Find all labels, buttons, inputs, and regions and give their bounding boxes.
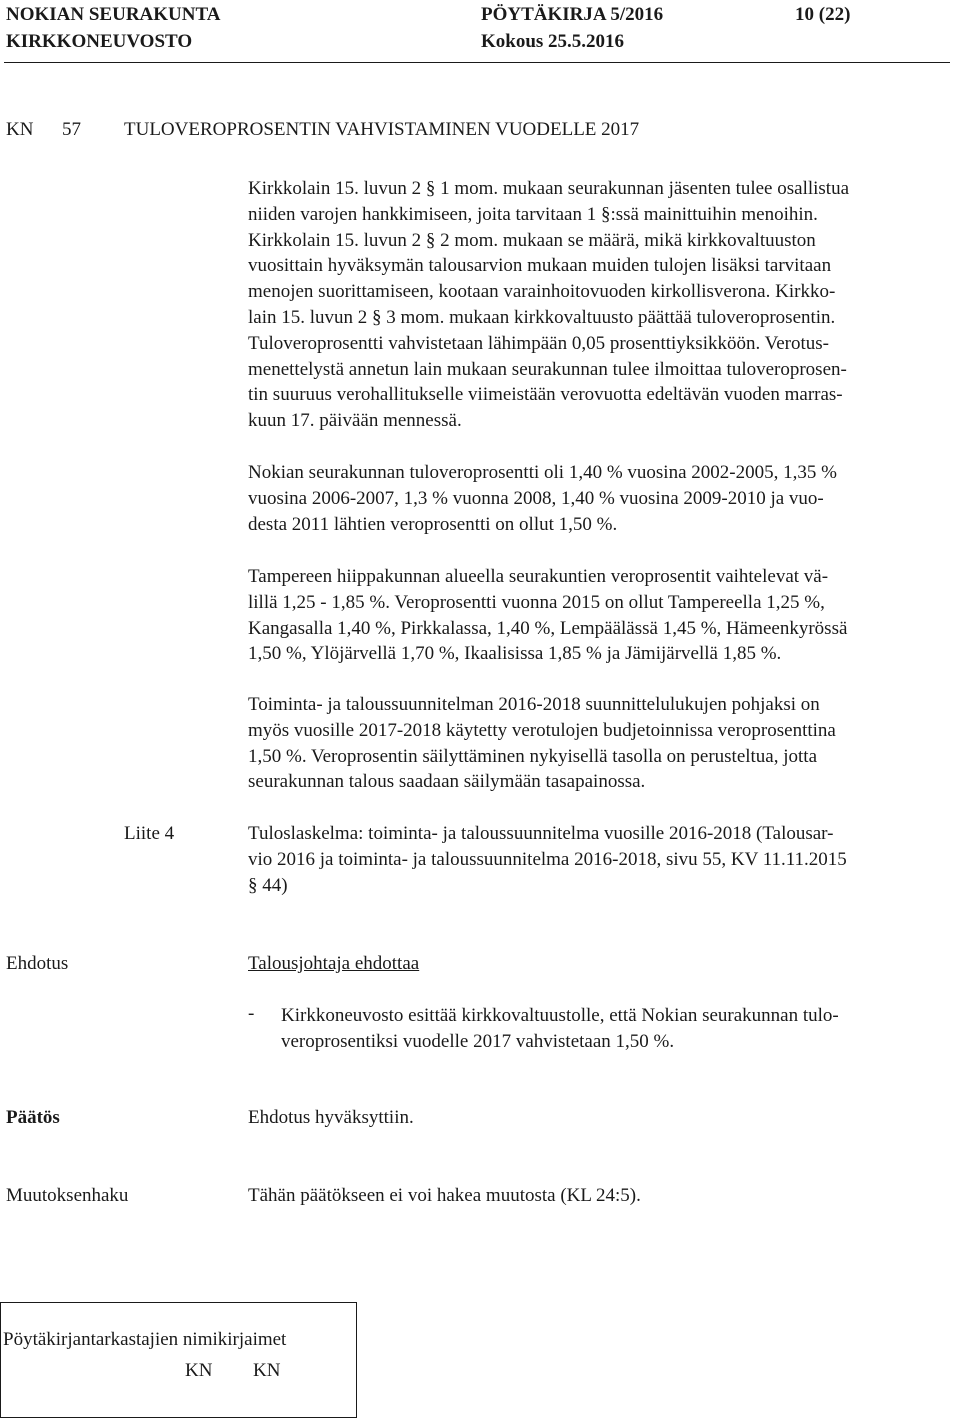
paragraph-legal-basis	[248, 176, 960, 434]
paragraph-line: desta 2011 lähtien veroprosentti on ollut 1,50 %.	[248, 513, 618, 535]
paragraph-line: lillä 1,25 - 1,85 %. Veroprosentti vuonna 2015 on ollut Tampereella 1,25 %,	[248, 591, 825, 613]
signature-initials: KN	[253, 1360, 281, 1381]
proposal-label: Ehdotus	[6, 953, 69, 974]
appeal-label: Muutoksenhaku	[6, 1185, 129, 1206]
signature-initials: KN	[185, 1360, 213, 1381]
attachment-description	[248, 821, 960, 898]
paragraph-line: Kirkkolain 15. luvun 2 § 1 mom. mukaan seurakunnan jäsenten tulee osallistua	[248, 178, 850, 199]
paragraph-line: Kangasalla 1,40 %, Pirkkalassa, 1,40 %, Lempäälässä 1,45 %, Hämeenkyrössä	[248, 617, 848, 639]
header-body-name: KIRKKONEUVOSTO	[6, 31, 193, 52]
signature-box	[0, 1302, 357, 1418]
section-title: TULOVEROPROSENTIN VAHVISTAMINEN VUODELLE 2017	[124, 119, 640, 140]
paragraph-line: 1,50 %. Veroprosentin säilyttäminen nykyisellä tasolla on perusteltua, jotta	[248, 745, 818, 767]
paragraph-line: Tuloveroprosentti vahvistetaan lähimpään 0,05 prosenttiyksikköön. Verotus-	[248, 332, 830, 354]
paragraph-line: vuosittain hyväksymän talousarvion mukaan muiden tulojen lisäksi tarvitaan	[248, 255, 832, 277]
paragraph-line: tin suuruus verohallitukselle viimeistään verovuotta edeltävän vuoden marras-	[248, 384, 843, 406]
paragraph-line: Kirkkoneuvosto esittää kirkkovaltuustolle, että Nokian seurakunnan tulo-	[281, 1005, 839, 1026]
paragraph-diocese-comparison	[248, 564, 960, 667]
attachment-label: Liite 4	[124, 823, 175, 844]
header-meeting-date: Kokous 25.5.2016	[481, 31, 625, 52]
paragraph-line: lain 15. luvun 2 § 3 mom. mukaan kirkkovaltuusto päättää tuloveroprosentin.	[248, 306, 836, 328]
header-page-number: 10 (22)	[795, 4, 851, 25]
paragraph-line: § 44)	[248, 874, 288, 896]
decision-text: Ehdotus hyväksyttiin.	[248, 1107, 414, 1128]
header-doc-type: PÖYTÄKIRJA 5/2016	[481, 4, 664, 25]
paragraph-line: menettelystä annetun lain mukaan seurakunnan tulee ilmoittaa tuloveroprosen-	[248, 358, 847, 380]
paragraph-budget-plan	[248, 692, 960, 795]
signature-box-title: Pöytäkirjantarkastajien nimikirjaimet	[3, 1329, 287, 1350]
paragraph-line: vuosina 2006-2007, 1,3 % vuonna 2008, 1,40 % vuosina 2009-2010 ja vuo-	[248, 487, 824, 509]
proposal-heading: Talousjohtaja ehdottaa	[248, 953, 420, 974]
appeal-text: Tähän päätökseen ei voi hakea muutosta (KL 24:5).	[248, 1185, 641, 1206]
paragraph-line: Kirkkolain 15. luvun 2 § 2 mom. mukaan se määrä, mikä kirkkovaltuuston	[248, 229, 816, 251]
paragraph-line: Nokian seurakunnan tuloveroprosentti oli 1,40 % vuosina 2002-2005, 1,35 %	[248, 462, 837, 483]
paragraph-line: myös vuosille 2017-2018 käytetty verotulojen budjetoinnissa veroprosenttina	[248, 719, 836, 741]
paragraph-line: seurakunnan talous saadaan säilymään tasapainossa.	[248, 771, 646, 793]
header-divider	[4, 62, 950, 63]
section-code: KN	[6, 119, 34, 140]
paragraph-line: vio 2016 ja toiminta- ja taloussuunnitelma 2016-2018, sivu 55, KV 11.11.2015	[248, 848, 847, 870]
paragraph-tax-history	[248, 460, 960, 537]
paragraph-line: niiden varojen hankkimiseen, joita tarvitaan 1 §:ssä mainittuihin menoihin.	[248, 203, 818, 225]
paragraph-line: menojen suorittamiseen, kootaan varainhoitovuoden kirkollisverona. Kirkko-	[248, 281, 836, 303]
section-number: 57	[62, 119, 81, 140]
proposal-text	[281, 1003, 960, 1055]
paragraph-line: Toiminta- ja taloussuunnitelman 2016-2018 suunnittelulukujen pohjaksi on	[248, 694, 820, 715]
paragraph-line: veroprosentiksi vuodelle 2017 vahvistetaan 1,50 %.	[281, 1030, 675, 1052]
paragraph-line: kuun 17. päivään mennessä.	[248, 410, 462, 432]
header-org: NOKIAN SEURAKUNTA	[6, 4, 221, 25]
paragraph-line: Tampereen hiippakunnan alueella seurakuntien veroprosentit vaihtelevat vä-	[248, 566, 829, 587]
paragraph-line: Tuloslaskelma: toiminta- ja taloussuunnitelma vuosille 2016-2018 (Talousar-	[248, 823, 834, 844]
decision-label: Päätös	[6, 1107, 60, 1128]
proposal-dash: -	[248, 1003, 255, 1024]
paragraph-line: 1,50 %, Ylöjärvellä 1,70 %, Ikaalisissa 1,85 % ja Jämijärvellä 1,85 %.	[248, 643, 782, 665]
